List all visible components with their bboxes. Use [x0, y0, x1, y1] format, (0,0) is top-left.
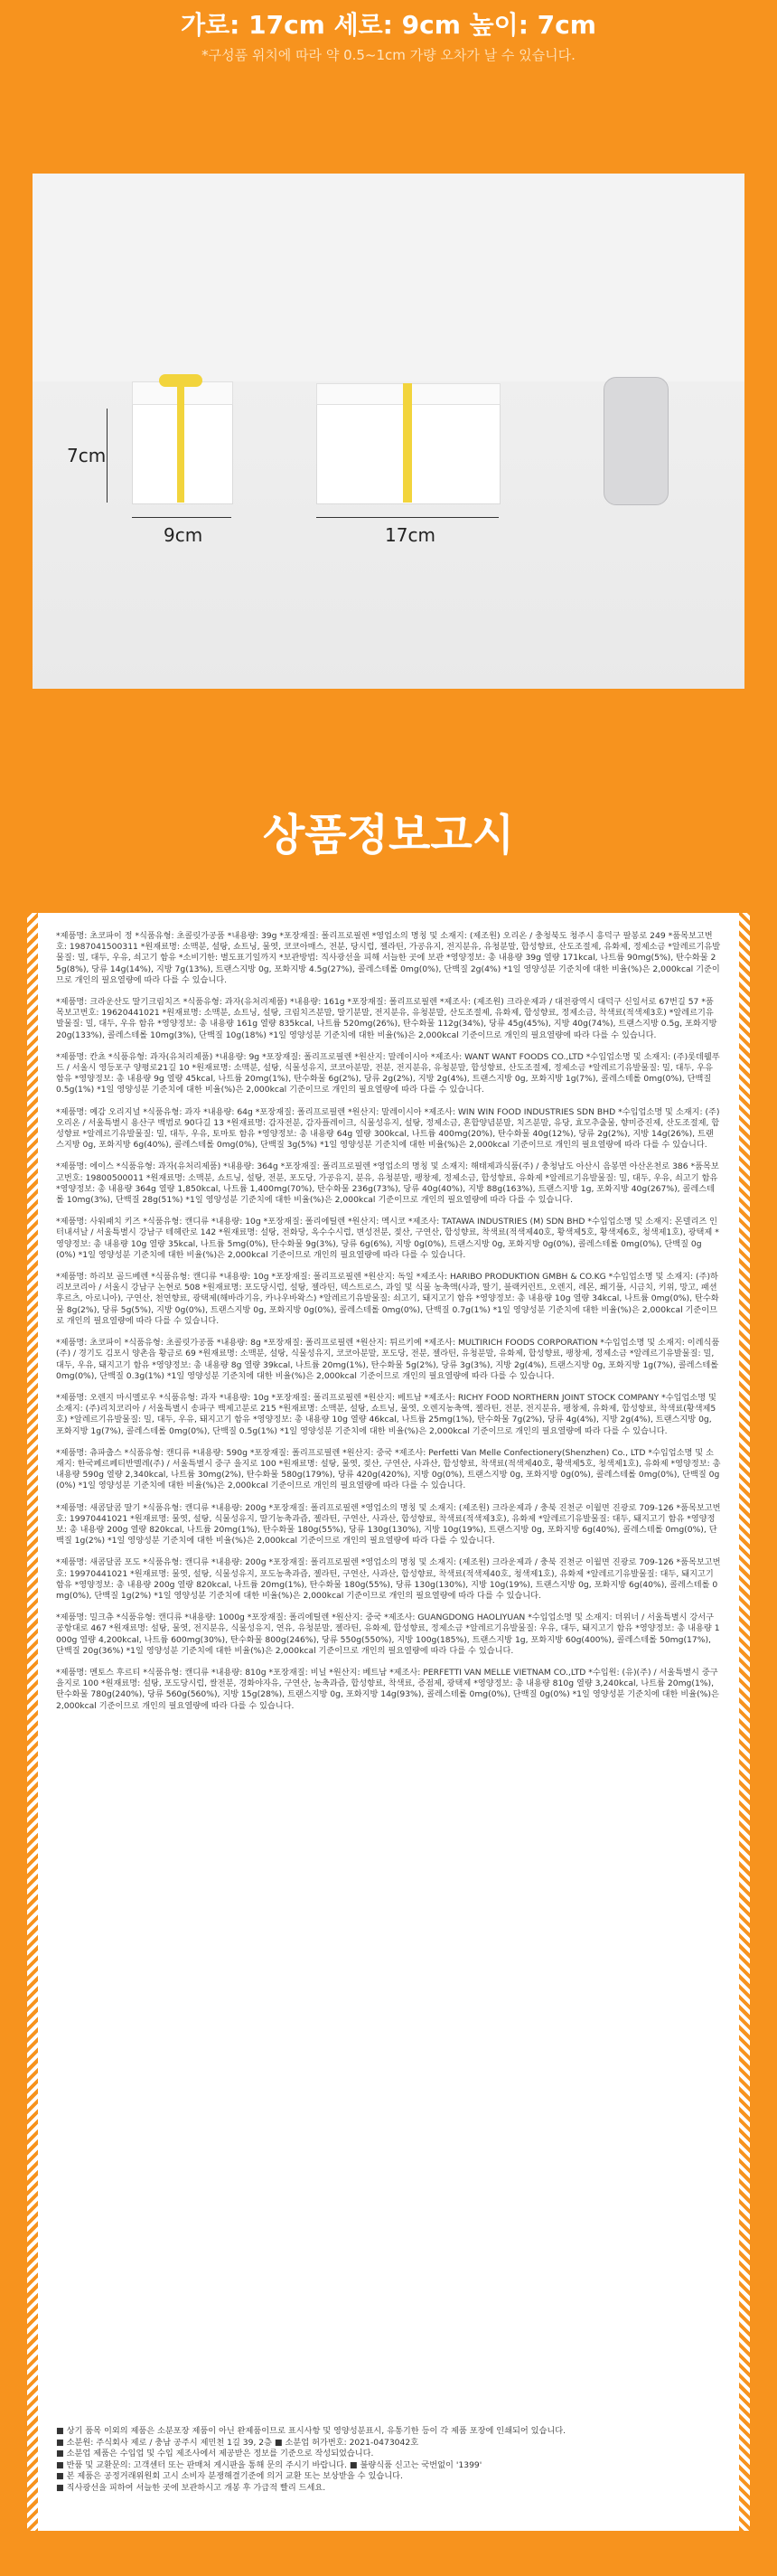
footer-item: ■ 상기 품목 이외의 제품은 소분포장 제품이 아닌 완제품이므로 표시사항 및 영양성분표시, 유통기한 등이 각 제품 포장에 인쇄되어 있습니다. — [56, 2426, 566, 2436]
notice-item: *제품명: 초코파이 *식품유형: 초콜릿가공품 *내용량: 8g *포장재질: 폴리프로필렌 *원산지: 튀르키예 *제조사: MULTIRICH FOODS CORPORATION *수입업소명 및 소재지: 이레식품(주) / 경기도 김포시 양촌읍 황금로 69 *원재료명: 소맥분, 설탕, 식물성유지, 코코아분말, 포도당, 전분, 젤라틴, 유청분말, 유화제, 합성향료, 팽창제, 정제소금 *알레르기유발물질: 밀, 대두, 우유, 돼지고기 함유 *영양정보: 총 내용량 8g 열량 39kcal, 나트륨 20mg(1%), 탄수화물 5g(2%), 당류 3g(3%), 지방 2g(4%), 트랜스지방 0g, 포화지방 1g(7%), 콜레스테롤 0mg(0%), 단백질 0.3g(1%) *1일 영양성분 기준치에 대한 비율(%)은 2,000kcal 기준이므로 개인의 필요열량에 따라 다를 수 있습니다. — [56, 1338, 720, 1381]
footer-item: ■ 본 제품은 공정거래위원회 고시 소비자 분쟁해결기준에 의거 교환 또는 보상받을 수 있습니다. — [56, 2471, 403, 2481]
notice-item: *제품명: 크라운산도 딸기크림치즈 *식품유형: 과자(유처리제품) *내용량: 161g *포장재질: 폴리프로필렌 *제조사: (제조원) 크라운제과 / 대전광역시 대덕구 신일서로 67번길 57 *품목보고번호: 19620441021 *원재료명: 소맥분, 쇼트닝, 설탕, 크림치즈분말, 딸기분말, 전지분유, 유청분말, 산도조절제, 유화제, 합성향료, 정제소금, 착색료(적색제3호) *알레르기유발물질: 밀, 대두, 우유 함유 *영양정보: 총 내용량 161g 열량 835kcal, 나트륨 520mg(26%), 탄수화물 112g(34%), 당류 45g(45%), 지방 40g(74%), 트랜스지방 0.5g, 포화지방 20g(133%), 콜레스테롤 10mg(3%), 단백질 10g(18%) *1일 영양성분 기준치에 대한 비율(%)은 2,000kcal 기준이므로 개인의 필요열량에 따라 다를 수 있습니다. — [56, 997, 717, 1040]
height-label: 7cm — [67, 445, 107, 466]
notice-item: *제품명: 멘토스 후르티 *식품유형: 캔디류 *내용량: 810g *포장재질: 비닐 *원산지: 베트남 *제조사: PERFETTI VAN MELLE VIETNAM CO.,LTD *수입원: (유)(주) / 서울특별시 중구 을지로 100 *원재료명: 설탕, 포도당시럽, 쌀전분, 경화야자유, 구연산, 농축과즙, 합성향료, 착색료, 증점제, 광택제 *영양정보: 총 내용량 810g 열량 3,240kcal, 나트륨 20mg(1%), 탄수화물 780g(240%), 당류 560g(560%), 지방 15g(28%), 트랜스지방 0g, 포화지방 14g(93%), 콜레스테롤 0mg(0%), 단백질 0g(0%) *1일 영양성분 기준치에 대한 비율(%)은 2,000kcal 기준이므로 개인의 필요열량에 따라 다를 수 있습니다. — [56, 1667, 719, 1711]
height-line — [107, 409, 108, 503]
notice-item: *제품명: 칸쵸 *식품유형: 과자(유처리제품) *내용량: 9g *포장재질: 폴리프로필렌 *원산지: 말레이시아 *제조사: WANT WANT FOODS CO.,LTD *수입업소명 및 소재지: (주)롯데웰푸드 / 서울시 영등포구 양평로21길 10 *원재료명: 소맥분, 설탕, 식물성유지, 코코아분말, 전분, 전지분유, 유청분말, 합성향료, 산도조절제, 정제소금 *알레르기유발물질: 밀, 대두, 우유 함유 *영양정보: 총 내용량 9g 열량 45kcal, 나트륨 20mg(1%), 탄수화물 6g(2%), 당류 2g(2%), 지방 2g(4%), 트랜스지방 0g, 포화지방 1g(7%), 콜레스테롤 0mg(0%), 단백질 0.5g(1%) *1일 영양성분 기준치에 대한 비율(%)은 2,000kcal 기준이므로 개인의 필요열량에 따라 다를 수 있습니다. — [56, 1051, 720, 1095]
info-section-title: 상품정보고시 — [262, 810, 515, 860]
notice-item: *제품명: 에이스 *식품유형: 과자(유처리제품) *내용량: 364g *포장재질: 폴리프로필렌 *영업소의 명칭 및 소재지: 해태제과식품(주) / 충청남도 아산시 음봉면 아산온천로 386 *품목보고번호: 19800500011 *원재료명: 소맥분, 쇼트닝, 설탕, 전분, 포도당, 가공유지, 분유, 유청분말, 팽창제, 정제소금, 합성향료, 유화제 *알레르기유발물질: 밀, 대두, 우유, 쇠고기 함유 *영양정보: 총 내용량 364g 열량 1,850kcal, 나트륨 1,400mg(70%), 탄수화물 236g(73%), 당류 40g(40%), 지방 88g(163%), 트랜스지방 1g, 포화지방 40g(267%), 콜레스테롤 10mg(3%), 단백질 28g(51%) *1일 영양성분 기준치에 대한 비율(%)은 2,000kcal 기준이므로 개인의 필요열량에 따라 다를 수 있습니다. — [56, 1161, 719, 1206]
paper-edge-right — [739, 913, 750, 2531]
notice-item: *제품명: 밀크츄 *식품유형: 캔디류 *내용량: 1000g *포장재질: 폴리에틸렌 *원산지: 중국 *제조사: GUANGDONG HAOLIYUAN *수입업소명 및 소재지: 더위너 / 서울특별시 강서구 공항대로 467 *원재료명: 설탕, 물엿, 전지분유, 식물성유지, 연유, 유청분말, 젤라틴, 유화제, 합성향료, 정제소금 *알레르기유발물질: 우유, 대두, 돼지고기 함유 *영양정보: 총 내용량 1000g 열량 4,200kcal, 나트륨 600mg(30%), 탄수화물 800g(246%), 당류 550g(550%), 지방 100g(185%), 트랜스지방 1g, 포화지방 60g(400%), 콜레스테롤 50mg(17%), 단백질 20g(36%) *1일 영양성분 기준치에 대한 비율(%)은 2,000kcal 기준이므로 개인의 필요열량에 따라 다를 수 있습니다. — [56, 1612, 720, 1656]
footer-item: ■ 반품 및 교환문의: 고객센터 또는 판매처 게시판을 통해 문의 주시기 바랍니다. ■ 불량식품 신고는 국번없이 '1399' — [56, 2459, 482, 2470]
notice-item: *제품명: 새콤달콤 포도 *식품유형: 캔디류 *내용량: 200g *포장재질: 폴리프로필렌 *영업소의 명칭 및 소재지: (제조원) 크라운제과 / 충북 진천군 이월면 진광로 709-126 *품목보고번호: 19970441021 *원재료명: 물엿, 설탕, 식물성유지, 포도농축과즙, 젤라틴, 구연산, 사과산, 합성향료, 착색료(적색제40호, 청색제1호), 유화제 *알레르기유발물질: 대두, 돼지고기 함유 *영양정보: 총 내용량 200g 열량 820kcal, 나트륨 20mg(1%), 탄수화물 180g(55%), 당류 130g(130%), 지방 10g(19%), 트랜스지방 0g, 포화지방 6g(40%), 콜레스테롤 0mg(0%), 단백질 1g(2%) *1일 영양성분 기준치에 대한 비율(%)은 2,000kcal 기준이므로 개인의 필요열량에 따라 다를 수 있습니다. — [56, 1557, 721, 1601]
notice-item: *제품명: 츄파춥스 *식품유형: 캔디류 *내용량: 590g *포장재질: 폴리프로필렌 *원산지: 중국 *제조사: Perfetti Van Melle Confectionery(Shenzhen) Co., LTD *수입업소명 및 소재지: 한국페르페티반멜레(주) / 서울특별시 중구 을지로 100 *원재료명: 설탕, 물엿, 젖산, 구연산, 사과산, 합성향료, 착색료(적색제40호, 황색제5호, 청색제1호), 유화제 *영양정보: 총 내용량 590g 열량 2,340kcal, 나트륨 30mg(2%), 탄수화물 580g(179%), 당류 420g(420%), 지방 0g(0%), 트랜스지방 0g, 포화지방 0g(0%), 콜레스테롤 0mg(0%), 단백질 0g(0%) *1일 영양성분 기준치에 대한 비율(%)은 2,000kcal 기준이므로 개인의 필요열량에 따라 다를 수 있습니다. — [56, 1447, 721, 1491]
footer-item: ■ 소분업 제품은 수입업 및 수입 제조사에서 제공받은 정보를 기준으로 작성되었습니다. — [56, 2449, 374, 2458]
footer-list — [56, 2426, 721, 2494]
notice-item: *제품명: 예감 오리지널 *식품유형: 과자 *내용량: 64g *포장재질: 폴리프로필렌 *원산지: 말레이시아 *제조사: WIN WIN FOOD INDUSTRIES SDN BHD *수입업소명 및 소재지: (주)오리온 / 서울특별시 용산구 백범로 90다길 13 *원재료명: 감자전분, 감자플레이크, 식물성유지, 설탕, 정제소금, 혼합양념분말, 치즈분말, 유당, 효모추출물, 향미증진제, 산도조절제, 합성향료 *알레르기유발물질: 밀, 대두, 우유, 토마토 함유 *영양정보: 총 내용량 64g 열량 300kcal, 나트륨 400mg(20%), 탄수화물 40g(12%), 당류 2g(2%), 지방 14g(26%), 트랜스지방 0g, 포화지방 6g(40%), 콜레스테롤 0mg(0%), 단백질 3g(5%) *1일 영양성분 기준치에 대한 비율(%)은 2,000kcal 기준이므로 개인의 필요열량에 따라 다를 수 있습니다. — [56, 1106, 720, 1151]
ribbon-bow — [159, 374, 202, 387]
notice-item: *제품명: 초코파이 정 *식품유형: 초콜릿가공품 *내용량: 39g *포장재질: 폴리프로필렌 *영업소의 명칭 및 소재지: (제조원) 오리온 / 충청북도 청주시 흥덕구 팔봉로 249 *품목보고번호: 1987041500311 *원재료명: 소맥분, 설탕, 쇼트닝, 물엿, 코코아매스, 전분, 당시럽, 젤라틴, 가공유지, 전지분유, 유청분말, 합성향료, 산도조절제, 유화제, 정제소금 *알레르기유발물질: 밀, 대두, 우유, 쇠고기 함유 *소비기한: 별도표기일까지 *보관방법: 직사광선을 피해 서늘한 곳에 보관 *영양정보: 총 내용량 39g 열량 171kcal, 나트륨 90mg(5%), 탄수화물 25g(8%), 당류 14g(14%), 지방 7g(13%), 트랜스지방 0g, 포화지방 4.5g(27%), 콜레스테롤 0mg(0%), 단백질 2g(4%) *1일 영양성분 기준치에 대한 비율(%)은 2,000kcal 기준이므로 개인의 필요열량에 따라 다를 수 있습니다. — [56, 931, 721, 985]
footer-item: ■ 직사광선을 피하여 서늘한 곳에 보관하시고 개봉 후 가급적 빨리 드세요. — [56, 2482, 326, 2493]
notice-list — [56, 931, 721, 1723]
ribbon-vertical-large — [403, 383, 412, 503]
ribbon-vertical-small — [177, 381, 184, 503]
dimension-note: *구성품 위치에 따라 약 0.5~1cm 가량 오차가 날 수 있습니다. — [201, 47, 576, 63]
width-label: 9cm — [164, 524, 203, 546]
phone-reference — [604, 377, 669, 505]
footer-item: ■ 소분원: 주식회사 제로 / 충남 공주시 제민천 1길 39, 2층 ■ 소분업 허가번호: 2021-0473042호 — [56, 2437, 419, 2448]
notice-item: *제품명: 오렌지 마시멜로우 *식품유형: 과자 *내용량: 10g *포장재질: 폴리프로필렌 *원산지: 베트남 *제조사: RICHY FOOD NORTHERN JOINT STOCK COMPANY *수입업소명 및 소재지: (주)리치코리아 / 서울특별시 송파구 백제고분로 215 *원재료명: 소맥분, 설탕, 쇼트닝, 물엿, 오렌지농축액, 젤라틴, 전분, 전지분유, 팽창제, 유화제, 합성향료, 착색료(황색제5호) *알레르기유발물질: 밀, 대두, 우유, 돼지고기 함유 *영양정보: 총 내용량 10g 열량 46kcal, 나트륨 25mg(1%), 탄수화물 7g(2%), 당류 4g(4%), 지방 2g(4%), 트랜스지방 0g, 포화지방 1g(7%), 콜레스테롤 0mg(0%), 단백질 0.5g(1%) *1일 영양성분 기준치에 대한 비율(%)은 2,000kcal 기준이므로 개인의 필요열량에 따라 다를 수 있습니다. — [56, 1392, 716, 1436]
notice-item: *제품명: 사워패치 키즈 *식품유형: 캔디류 *내용량: 10g *포장재질: 폴리에틸렌 *원산지: 멕시코 *제조사: TATAWA INDUSTRIES (M) SDN BHD *수입업소명 및 소재지: 몬델리즈 인터내셔날 / 서울특별시 강남구 테헤란로 142 *원재료명: 설탕, 전화당, 옥수수시럽, 변성전분, 젖산, 구연산, 합성향료, 착색료(적색제40호, 황색제5호, 황색제6호, 청색제1호), 광택제 *영양정보: 총 내용량 10g 열량 35kcal, 나트륨 5mg(0%), 탄수화물 9g(3%), 당류 6g(6%), 지방 0g(0%), 트랜스지방 0g, 포화지방 0g(0%), 콜레스테롤 0mg(0%), 단백질 0g(0%) *1일 영양성분 기준치에 대한 비율(%)은 2,000kcal 기준이므로 개인의 필요열량에 따라 다를 수 있습니다. — [56, 1217, 719, 1260]
paper-edge-left — [27, 913, 38, 2531]
product-photo — [33, 174, 744, 689]
width-line — [132, 517, 231, 518]
length-line — [316, 517, 499, 518]
length-label: 17cm — [385, 524, 435, 546]
notice-item: *제품명: 하리보 골드베렌 *식품유형: 캔디류 *내용량: 10g *포장재질: 폴리프로필렌 *원산지: 독일 *제조사: HARIBO PRODUKTION GMBH & CO.KG *수입업소명 및 소재지: (주)하리보코리아 / 서울시 강남구 논현로 508 *원재료명: 포도당시럽, 설탕, 젤라틴, 덱스트로스, 과일 및 식물 농축액(사과, 딸기, 블랙커런트, 오렌지, 레몬, 쐐기풀, 시금치, 키위, 망고, 패션후르츠, 아로니아), 구연산, 천연향료, 광택제(해바라기유, 카나우바왁스) *알레르기유발물질: 쇠고기, 돼지고기 함유 *영양정보: 총 내용량 10g 열량 34kcal, 나트륨 0mg(0%), 탄수화물 8g(2%), 당류 5g(5%), 지방 0g(0%), 트랜스지방 0g, 포화지방 0g(0%), 콜레스테롤 0mg(0%), 단백질 0.7g(1%) *1일 영양성분 기준치에 대한 비율(%)은 2,000kcal 기준이므로 개인의 필요열량에 따라 다를 수 있습니다. — [56, 1272, 719, 1326]
dimension-headline: 가로: 17cm 세로: 9cm 높이: 7cm — [181, 10, 596, 40]
notice-item: *제품명: 새콤달콤 딸기 *식품유형: 캔디류 *내용량: 200g *포장재질: 폴리프로필렌 *영업소의 명칭 및 소재지: (제조원) 크라운제과 / 충북 진천군 이월면 진광로 709-126 *품목보고번호: 19970441021 *원재료명: 물엿, 설탕, 식물성유지, 딸기농축과즙, 젤라틴, 구연산, 사과산, 합성향료, 착색료(적색제3호), 유화제 *알레르기유발물질: 대두, 돼지고기 함유 *영양정보: 총 내용량 200g 열량 820kcal, 나트륨 20mg(1%), 탄수화물 180g(55%), 당류 130g(130%), 지방 10g(19%), 트랜스지방 0g, 포화지방 6g(40%), 콜레스테롤 0mg(0%), 단백질 1g(2%) *1일 영양성분 기준치에 대한 비율(%)은 2,000kcal 기준이므로 개인의 필요열량에 따라 다를 수 있습니다. — [56, 1502, 721, 1547]
